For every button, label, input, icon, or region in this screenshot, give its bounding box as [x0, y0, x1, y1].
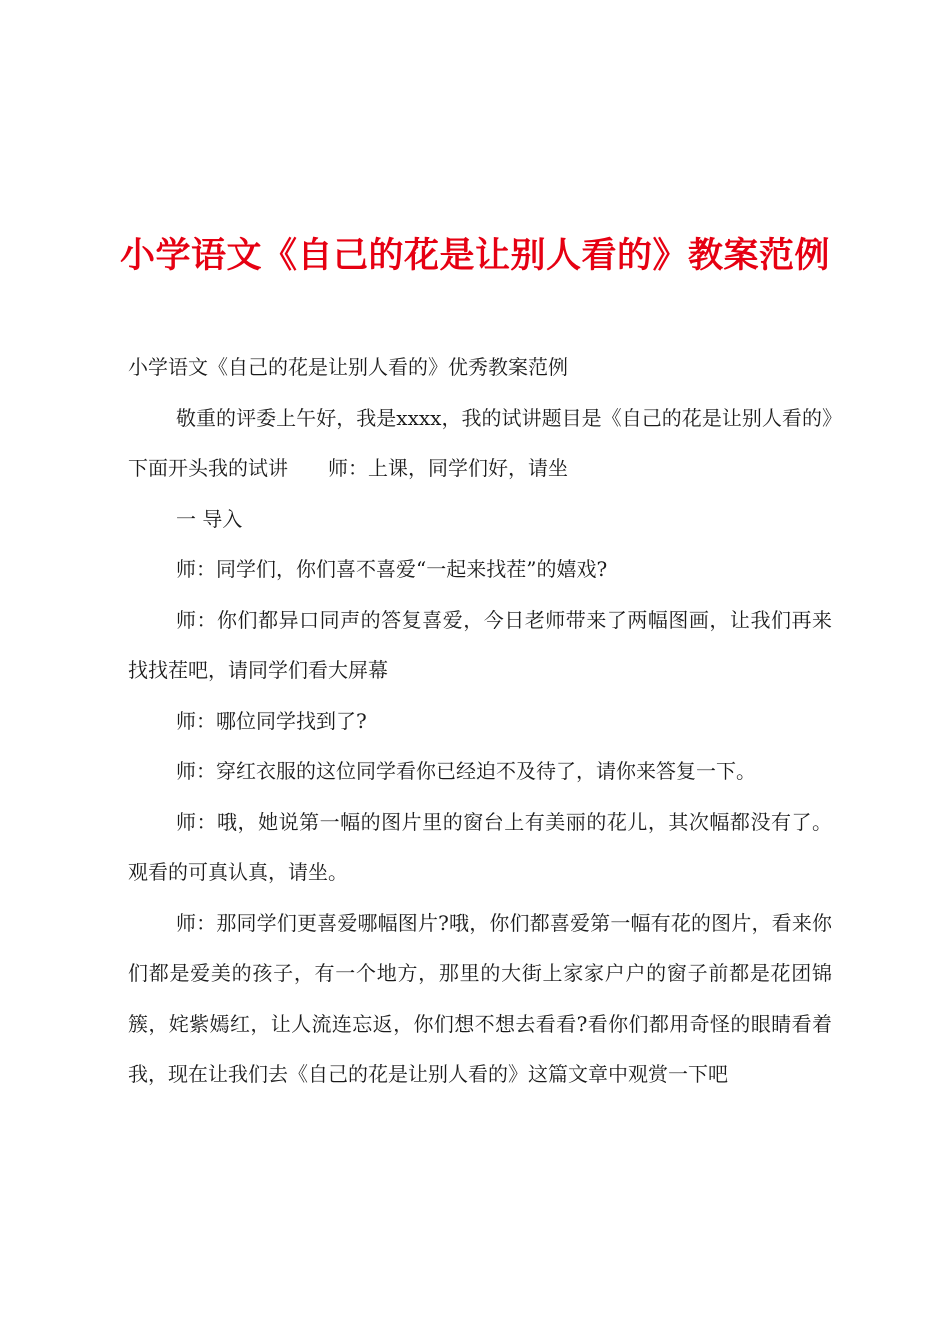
paragraph-greeting	[128, 393, 832, 494]
document-title: 小学语文《自己的花是让别人看的》教案范例	[119, 236, 830, 277]
greeting-text: 敬重的评委上午好，我是xxxx，我的试讲题目是《自己的花是让别人看的》下面开头我的试讲	[128, 405, 832, 480]
paragraph: 师：哦，她说第一幅的图片里的窗台上有美丽的花儿，其次幅都没有了。观看的可真认真，请坐。	[128, 809, 832, 884]
document-subtitle: 小学语文《自己的花是让别人看的》优秀教案范例	[128, 355, 568, 379]
document-body	[128, 342, 832, 1100]
class-start-text: 师：上课，同学们好，请坐	[328, 456, 568, 480]
paragraph: 师：你们都异口同声的答复喜爱，今日老师带来了两幅图画，让我们再来找找茬吧，请同学们看大屏幕	[128, 607, 832, 682]
section-heading-intro: 一 导入	[176, 506, 243, 531]
paragraph: 师：那同学们更喜爱哪幅图片?哦，你们都喜爱第一幅有花的图片，看来你们都是爱美的孩子，有一个地方，那里的大街上家家户户的窗子前都是花团锦簇，姹紫嫣红，让人流连忘返，你们想不想去看看?看你们都用奇怪的眼睛看着我，现在让我们去《自己的花是让别人看的》这篇文章中观赏一下吧	[128, 910, 832, 1086]
paragraph: 师：哪位同学找到了?	[176, 708, 367, 733]
paragraph: 师：穿红衣服的这位同学看你已经迫不及待了，请你来答复一下。	[176, 759, 756, 783]
paragraph: 师：同学们，你们喜不喜爱“一起来找茬”的嬉戏?	[176, 557, 608, 581]
